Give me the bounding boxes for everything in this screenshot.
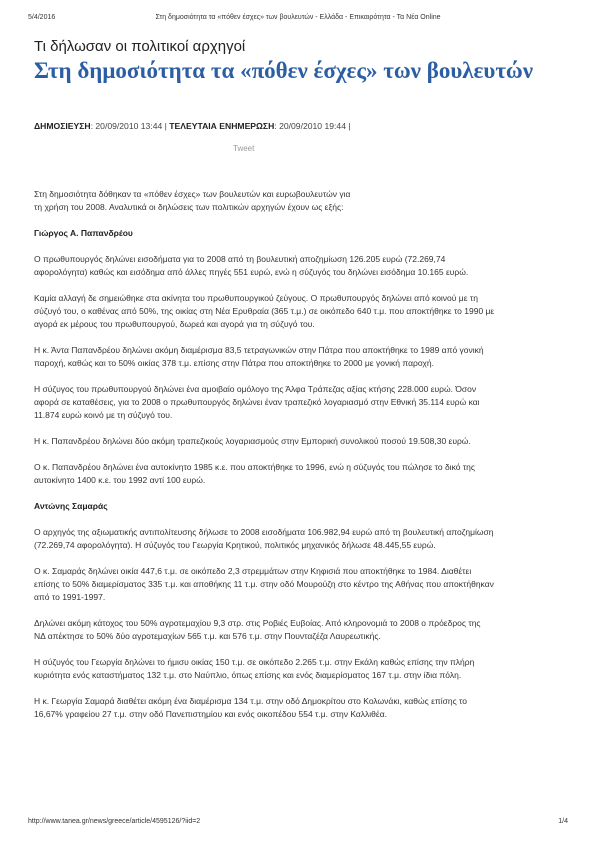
text-line: Η σύζυγός του Γεωργία δηλώνει το ήμισυ οικίας 150 τ.μ. σε οικόπεδο 2.265 τ.μ. στην Εκάλη καθώς επίσης την πλήρη <box>34 657 475 667</box>
text-line: από το 1991-1997. <box>34 592 106 602</box>
text-line: αγορά εκ μέρους του πρωθυπουργού, δωρεά και αγορά για τη σύζυγό του. <box>34 319 315 329</box>
article-paragraph <box>34 617 568 643</box>
text-line: Καμία αλλαγή δε σημειώθηκε στα ακίνητα του πρωθυπουργικού ζεύγους. Ο πρωθυπουργός δηλώνει από κοινού με τη <box>34 293 478 303</box>
text-line: Η κ. Άντα Παπανδρέου δηλώνει ακόμη διαμέρισμα 83,5 τετραγωνικών στην Πάτρα που αποκτήθηκε το 1989 από γονική <box>34 345 484 355</box>
article-headline: Στη δημοσιότητα τα «πόθεν έσχες» των βουλευτών <box>34 58 534 83</box>
article-paragraph <box>34 253 568 279</box>
text-line: παροχή, καθώς και το 50% οικίας 378 τ.μ. επίσης στην Πάτρα που αποκτήθηκε το 2000 με γονική παροχή. <box>34 358 434 368</box>
print-url: http://www.tanea.gr/news/greece/article/4595126/?iid=2 <box>28 818 201 825</box>
print-header <box>28 14 568 26</box>
article-paragraph <box>34 188 568 214</box>
print-footer <box>28 818 568 830</box>
text-line: ΝΔ απέκτησε το 50% δύο αγροτεμαχίων 565 τ.μ. και 576 τ.μ. στην Πουνταζέζα Λαυρεωτικής. <box>34 631 381 641</box>
article-paragraph <box>34 292 568 331</box>
updated-label: ΤΕΛΕΥΤΑΙΑ ΕΝΗΜΕΡΩΣΗ <box>169 121 275 131</box>
article-paragraph <box>34 526 568 552</box>
print-page-number: 1/4 <box>558 818 568 825</box>
text-line: Ο αρχηγός της αξιωματικής αντιπολίτευσης δήλωσε το 2008 εισοδήματα 106.982,94 ευρώ από τη βουλευτική αποζημίωση <box>34 527 494 537</box>
print-date: 5/4/2016 <box>28 14 56 21</box>
published-value: : 20/09/2010 13:44 | <box>90 121 170 131</box>
tweet-button[interactable]: Tweet <box>233 144 255 153</box>
article-meta <box>34 121 351 131</box>
section-heading <box>34 500 568 513</box>
article-paragraph <box>34 383 568 422</box>
article-supertitle: Τι δήλωσαν οι πολιτικοί αρχηγοί <box>34 38 246 55</box>
text-line: αφορολόγητα) καθώς και εισόδημα από άλλες πηγές 551 ευρώ, ενώ η σύζυγός του δηλώνει εισόδημα 10.165 ευρώ. <box>34 267 469 277</box>
article-body <box>34 188 568 734</box>
text-line: Η κ. Παπανδρέου δηλώνει δύο ακόμη τραπεζικούς λογαριασμούς στην Εμπορική συνολικού ποσού 19.508,30 ευρώ. <box>34 436 471 446</box>
print-page-title: Στη δημοσιότητα τα «πόθεν έσχες» των βουλευτών - Ελλάδα - Επικαιρότητα - Τα Νέα Online <box>155 14 441 21</box>
article-paragraph <box>34 695 568 721</box>
text-line: Γιώργος Α. Παπανδρέου <box>34 228 133 238</box>
text-line: αυτοκίνητο 1400 κ.ε. του 1992 αντί 100 ευρώ. <box>34 475 206 485</box>
section-heading <box>34 227 568 240</box>
text-line: αφορά σε καταθέσεις, για το 2008 ο πρωθυπουργός δηλώνει έναν τραπεζικό λογαριασμό στην Εθνική 35.114 ευρώ και <box>34 397 480 407</box>
text-line: 16,67% γραφείου 27 τ.μ. στην οδό Πανεπιστημίου και ενός οικοπέδου 554 τ.μ. στην Καλλιθέα. <box>34 709 387 719</box>
article-paragraph <box>34 656 568 682</box>
text-line: Δηλώνει ακόμη κάτοχος του 50% αγροτεμαχίου 9,3 στρ. στις Ροβιές Ευβοίας. Από κληρονομιά το 2008 ο πρόεδρος της <box>34 618 481 628</box>
text-line: Η κ. Γεωργία Σαμαρά διαθέτει ακόμη ένα διαμέρισμα 134 τ.μ. στην οδό Δημοκρίτου στο Κολωνάκι, καθώς επίσης το <box>34 696 468 706</box>
published-label: ΔΗΜΟΣΙΕΥΣΗ <box>34 121 91 131</box>
text-line: σύζυγό του, ο καθένας από 50%, της οικίας στη Νέα Ερυθραία (365 τ.μ.) σε οικόπεδο 640 τ.μ. που αποκτήθηκε το 1990 με <box>34 306 495 316</box>
article-paragraph <box>34 565 568 604</box>
text-line: 11.874 ευρώ κοινό με τη σύζυγό του. <box>34 410 173 420</box>
updated-value: : 20/09/2010 19:44 | <box>274 121 351 131</box>
text-line: Ο πρωθυπουργός δηλώνει εισοδήματα για το 2008 από τη βουλευτική αποζημίωση 126.205 ευρώ (72.269,74 <box>34 254 446 264</box>
article-paragraph <box>34 435 568 448</box>
text-line: Στη δημοσιότητα δόθηκαν τα «πόθεν έσχες» των βουλευτών και ευρωβουλευτών για <box>34 189 351 199</box>
text-line: Αντώνης Σαμαράς <box>34 501 108 511</box>
text-line: Ο κ. Σαμαράς δηλώνει οικία 447,6 τ.μ. σε οικόπεδο 2,3 στρεμμάτων στην Κηφισιά που αποκτήθηκε το 1984. Διαθέτει <box>34 566 472 576</box>
text-line: τη χρήση του 2008. Αναλυτικά οι δηλώσεις των πολιτικών αρχηγών έχουν ως εξής: <box>34 202 344 212</box>
text-line: (72.269,74 αφορολόγητα). Η σύζυγός του Γεωργία Κρητικού, πολιτικός μηχανικός δήλωσε 48.445,55 ευρώ. <box>34 540 436 550</box>
article-paragraph <box>34 461 568 487</box>
article-paragraph <box>34 344 568 370</box>
text-line: επίσης το 50% διαμερίσματος 335 τ.μ. και αποθήκης 11 τ.μ. στην οδό Μουρούζη στο κέντρο της Αθήνας που αποκτήθηκαν <box>34 579 494 589</box>
text-line: κυριότητα ενός καταστήματος 132 τ.μ. στο Ναύπλιο, όπως επίσης και ενός διαμερίσματος 167 τ.μ. στην ίδια πόλη. <box>34 670 462 680</box>
text-line: Η σύζυγος του πρωθυπουργού δηλώνει ένα αμοιβαίο ομόλογο της Άλφα Τράπεζας αξίας κτήσης 228.000 ευρώ. Όσον <box>34 384 477 394</box>
text-line: Ο κ. Παπανδρέου δηλώνει ένα αυτοκίνητο 1985 κ.ε. που αποκτήθηκε το 1996, ενώ η σύζυγός του πώλησε το δικό της <box>34 462 475 472</box>
